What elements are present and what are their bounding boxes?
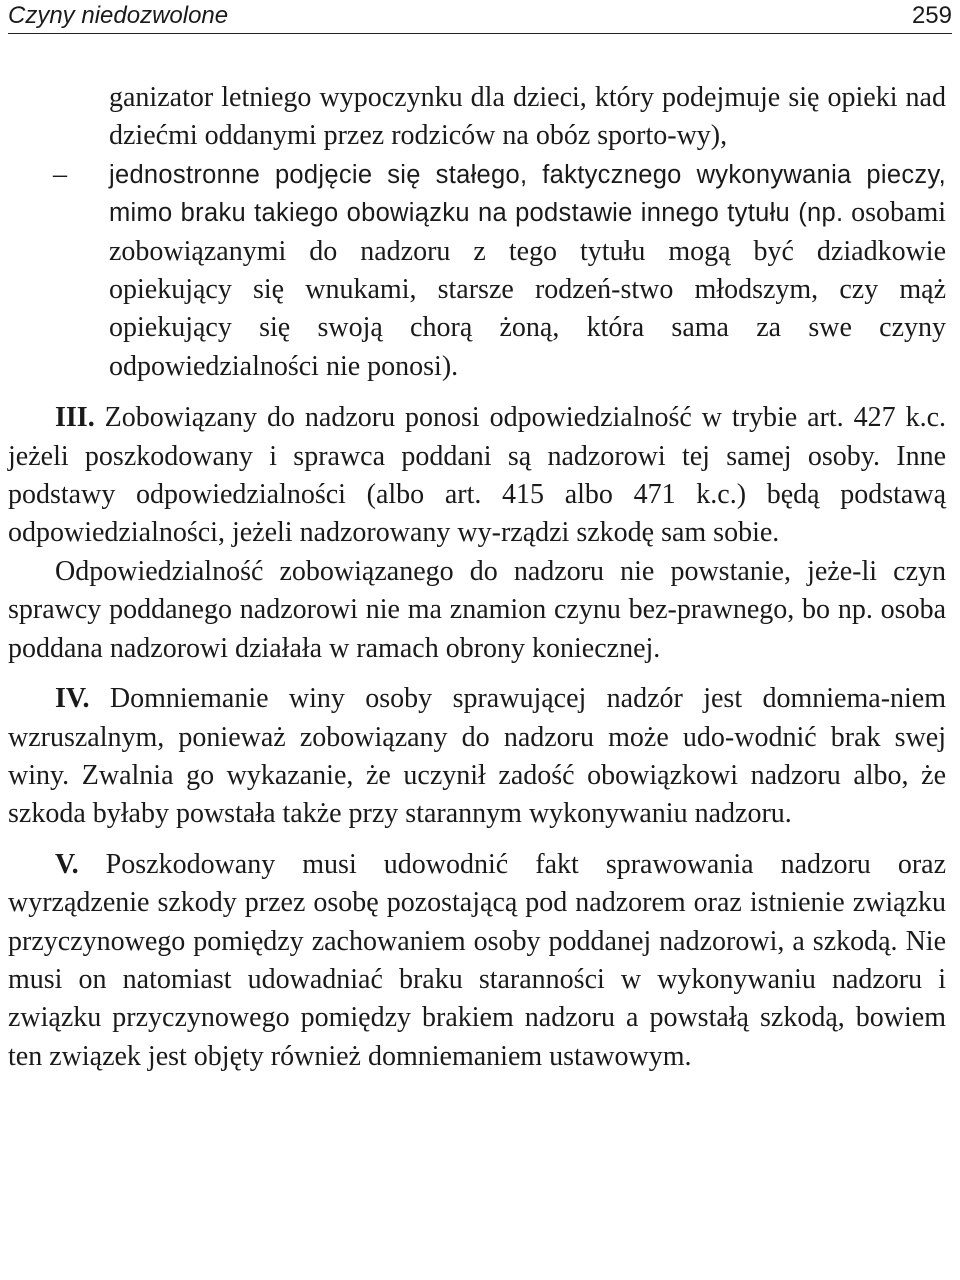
paragraph-text: Poszkodowany musi udowodnić fakt sprawowania nadzoru oraz wyrządzenie szkody przez osobę pozostającą pod nadzorem oraz istnienie związku przyczynowego pomiędzy zachowaniem osoby poddanej nadzorowi, a szkodą. Nie musi on natomiast udowadniać braku staranności w wykonywaniu nadzoru i związku przyczynowego pomiędzy brakiem nadzoru a powstałą szkodą, bowiem ten związek jest objęty również domniemaniem ustawowym. bbox=[8, 848, 946, 1072]
paragraph-text: Odpowiedzialność zobowiązanego do nadzoru nie powstanie, jeże-li czyn sprawcy poddanego nadzorowi nie ma znamion czynu bez-prawnego, bo np. osoba poddana nadzorowi działała w ramach obrony koniecznej. bbox=[8, 555, 946, 664]
section-iii-paragraph bbox=[8, 399, 946, 553]
section-numeral: V. bbox=[55, 848, 79, 880]
list-item bbox=[8, 156, 946, 386]
list-item-continued bbox=[8, 79, 946, 156]
section-iv-paragraph bbox=[8, 680, 946, 834]
running-header bbox=[8, 0, 952, 34]
list-item-text: ganizator letniego wypoczynku dla dzieci, który podejmuje się opieki nad dziećmi oddanymi przez rodziców na obóz sporto-wy), bbox=[109, 82, 946, 152]
page-number: 259 bbox=[911, 2, 952, 29]
section-iii-paragraph-2 bbox=[8, 553, 946, 668]
paragraph-text: Zobowiązany do nadzoru ponosi odpowiedzialność w trybie art. 427 k.c. jeżeli poszkodowany i sprawca poddani są nadzorowi tej samej osoby. Inne podstawy odpowiedzialności (albo art. 415 albo 471 k.c.) będą podstawą odpowiedzialności, jeżeli nadzorowany wy-rządzi szkodę sam sobie. bbox=[8, 402, 946, 549]
section-numeral: III. bbox=[55, 402, 95, 434]
section-v-paragraph bbox=[8, 846, 946, 1076]
list-item-text-sans: jednostronne podjęcie się stałego, faktycznego wykonywania pieczy, mimo braku takiego obowiązku na podstawie innego tytułu (np. bbox=[109, 160, 946, 228]
page-body bbox=[8, 79, 946, 1076]
list-item-text-serif: osobami zobowiązanymi do nadzoru z tego tytułu mogą być dziadkowie opiekujący się wnukami, starsze rodzeń-stwo młodszym, czy mąż opiekujący się swoją chorą żoną, która sama za swe czyny odpowiedzialności nie ponosi). bbox=[109, 197, 946, 382]
chapter-title: Czyny niedozwolone bbox=[8, 2, 229, 29]
list-dash: – bbox=[53, 158, 67, 190]
paragraph-text: Domniemanie winy osoby sprawującej nadzór jest domniema-niem wzruszalnym, ponieważ zobowiązany do nadzoru może udo-wodnić brak swej winy. Zwalnia go wykazanie, że uczynił zadość obowiązkowi nadzoru albo, że szkoda byłaby powstała także przy starannym wykonywaniu nadzoru. bbox=[8, 683, 946, 830]
section-numeral: IV. bbox=[55, 683, 90, 715]
